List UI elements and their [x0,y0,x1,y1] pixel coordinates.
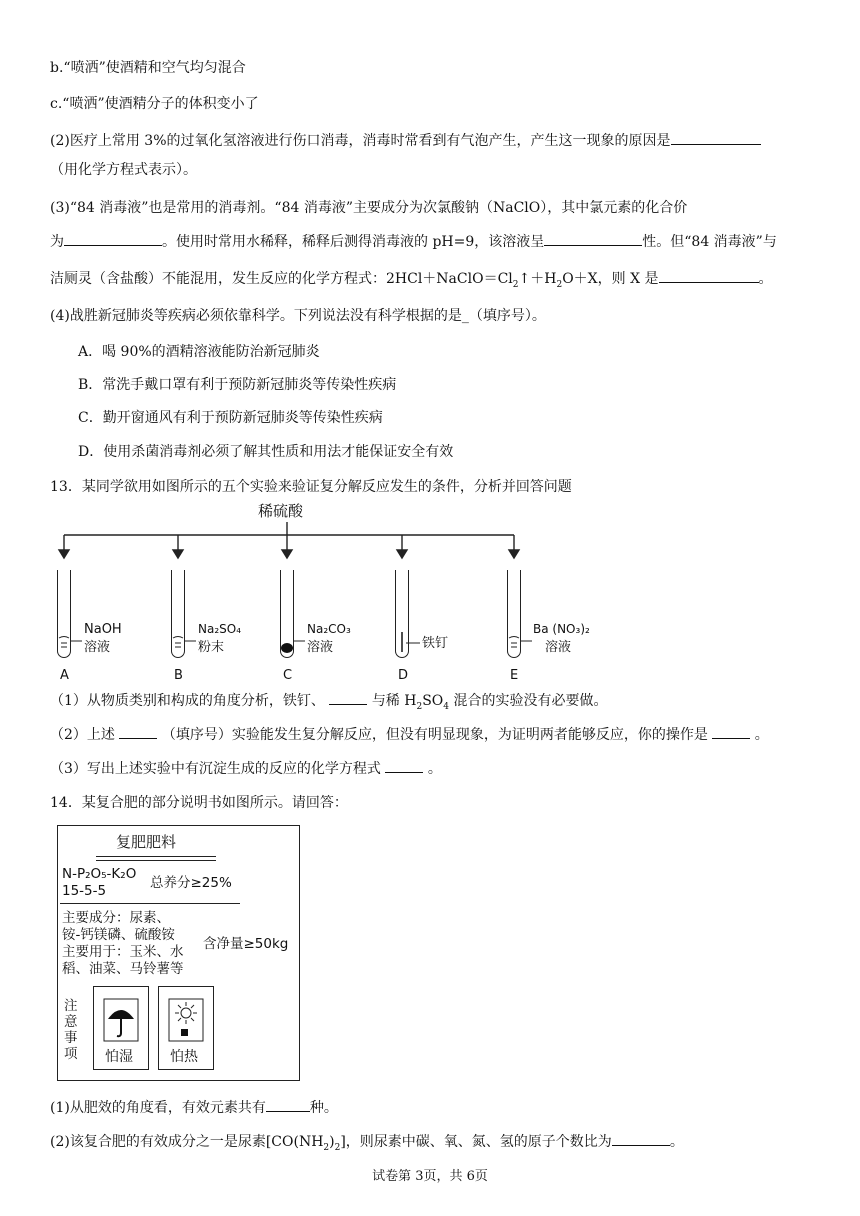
subscript: 2 [512,279,519,290]
answer-blank[interactable] [612,1131,670,1146]
tube-d-label: 铁钉 [422,636,449,651]
q3-text: 。 [758,271,773,287]
option-c: C．勤开窗通风有利于预防新冠肺炎等传染性疾病 [78,410,383,426]
reagent-label: 稀硫酸 [258,502,304,520]
divider [60,903,240,904]
title-underline-2 [96,860,216,861]
question-12-3-line3 [50,268,773,295]
nutrient-total: 总养分≥25% [150,875,232,891]
title-underline-1 [96,856,216,857]
question-12-4: (4)战胜新冠肺炎等疾病必须依靠科学。下列说法没有科学根据的是_（填序号）。 [50,308,546,324]
q13-text: （填序号）实验能发生复分解反应，但没有明显现象，为证明两者能够反应，你的操作是 [161,727,708,743]
q3-text: O＋X，则 X 是 [562,271,659,287]
subscript: 4 [443,701,450,712]
tube-e-label1: Ba (NO₃)₂ [533,622,590,636]
keep-cool-symbol [158,986,214,1070]
question-13-3 [50,758,442,779]
q3-text: ↑＋H [518,271,557,287]
answer-blank[interactable] [544,231,642,246]
q14-text: ]，则尿素中碳、氧、氮、氢的原子个数比为 [340,1134,612,1150]
question-14: 14．某复合肥的部分说明书如图所示。请回答： [50,795,348,811]
option-a: A．喝 90%的酒精溶液能防治新冠肺炎 [78,344,320,360]
pipe-lines [0,500,860,690]
q14-text: 种。 [309,1100,338,1116]
answer-blank[interactable] [266,1097,310,1112]
tube-c-label2: 溶液 [307,640,334,655]
keep-cool-text: 怕热 [170,1049,198,1065]
npk-ratio: 15-5-5 [62,883,107,899]
option-b: B．常洗手戴口罩有利于预防新冠肺炎等传染性疾病 [78,377,397,393]
answer-blank[interactable] [659,268,759,283]
q3-text: 为 [50,234,64,250]
tube-c-letter: C [283,668,293,683]
question-12-2 [50,130,761,151]
answer-blank[interactable] [385,758,423,773]
answer-blank[interactable] [329,690,367,705]
q13-text: 混合的实验没有必要做。 [449,693,608,709]
answer-blank[interactable] [119,724,157,739]
tube-a-letter: A [60,668,69,683]
q2-text: (2)医疗上常用 3%的过氧化氢溶液进行伤口消毒，消毒时常看到有气泡产生，产生这一现象的原因是 [50,133,671,149]
composition-line2: 铵-钙镁磷、硫酸铵 [62,927,175,943]
page-footer: 试卷第 3页，共 6页 [372,1169,488,1184]
option-d: D．使用杀菌消毒剂必须了解其性质和用法才能保证安全有效 [78,444,454,460]
tube-a-label1: NaOH [84,622,122,637]
tube-b-letter: B [174,668,183,683]
sun-heat-icon [159,991,213,1053]
tube-b-label2: 粉末 [198,640,225,655]
answer-blank[interactable] [712,724,750,739]
tube-d-letter: D [398,668,409,683]
question-14-1 [50,1097,338,1118]
q13-text: （3）写出上述实验中有沉淀生成的反应的化学方程式 [50,761,381,777]
tube-e-label2: 溶液 [545,640,572,655]
q13-text: 与稀 H [371,693,417,709]
q13-text: （1）从物质类别和构成的角度分析，铁钉、 [50,693,325,709]
net-weight: 含净量≥50kg [203,936,289,952]
q13-text: SO [422,693,444,709]
q13-text: 。 [427,761,442,777]
experiment-diagram [0,500,860,690]
answer-blank[interactable] [64,231,162,246]
composition-line1: 主要成分：尿素、 [62,910,170,926]
test-tube-a [57,570,71,658]
q13-text: （2）上述 [50,727,115,743]
keep-dry-symbol [93,986,149,1070]
subscript: 2 [323,1142,330,1153]
tube-c-label1: Na₂CO₃ [307,622,351,636]
question-13-1 [50,690,607,717]
q14-text: ) [329,1134,335,1150]
tube-a-label2: 溶液 [84,640,111,655]
statement-c: c.“喷洒”使酒精分子的体积变小了 [50,96,259,112]
tube-e-letter: E [510,668,519,683]
q14-text: (1)从肥效的角度看，有效元素共有 [50,1100,266,1116]
question-12-3: (3)“84 消毒液”也是常用的消毒剂。“84 消毒液”主要成分为次氯酸钠（NaClO），其中氯元素的化合价 [50,200,688,216]
question-12-3-line2 [50,231,777,252]
umbrella-icon [94,991,148,1053]
subscript: 2 [556,279,563,290]
test-tube-e [507,570,521,658]
notice-label: 注 意 事 项 [64,998,78,1062]
q3-text: 洁厕灵（含盐酸）不能混用，发生反应的化学方程式：2HCl＋NaClO＝Cl [50,271,513,287]
question-13-2 [50,724,769,745]
q14-text: (2)该复合肥的有效成分之一是尿素[CO(NH [50,1134,324,1150]
statement-b: b.“喷洒”使酒精和空气均匀混合 [50,60,246,76]
answer-blank[interactable] [671,130,761,145]
test-tube-d [395,570,409,658]
q3-text: 性。但“84 消毒液”与 [642,234,777,250]
question-13: 13．某同学欲用如图所示的五个实验来验证复分解反应发生的条件，分析并回答问题 [50,479,572,495]
subscript: 2 [416,701,423,712]
question-12-2-tail: （用化学方程式表示）。 [50,162,197,178]
usage-line2: 稻、油菜、马铃薯等 [62,961,184,977]
fertilizer-label [57,825,300,1081]
usage-line1: 主要用于：玉米、水 [62,944,184,960]
q3-text: 。使用时常用水稀释，稀释后测得消毒液的 pH=9，该溶液呈 [162,234,545,250]
keep-dry-text: 怕湿 [105,1049,133,1065]
q14-text: 。 [669,1134,684,1150]
test-tube-b [171,570,185,658]
subscript: 2 [334,1142,341,1153]
test-tube-c [280,570,294,658]
question-14-2 [50,1131,684,1158]
label-title: 复肥肥料 [116,833,177,851]
q13-text: 。 [754,727,769,743]
npk-formula: N-P₂O₅-K₂O [62,866,137,882]
tube-b-label1: Na₂SO₄ [198,622,242,636]
